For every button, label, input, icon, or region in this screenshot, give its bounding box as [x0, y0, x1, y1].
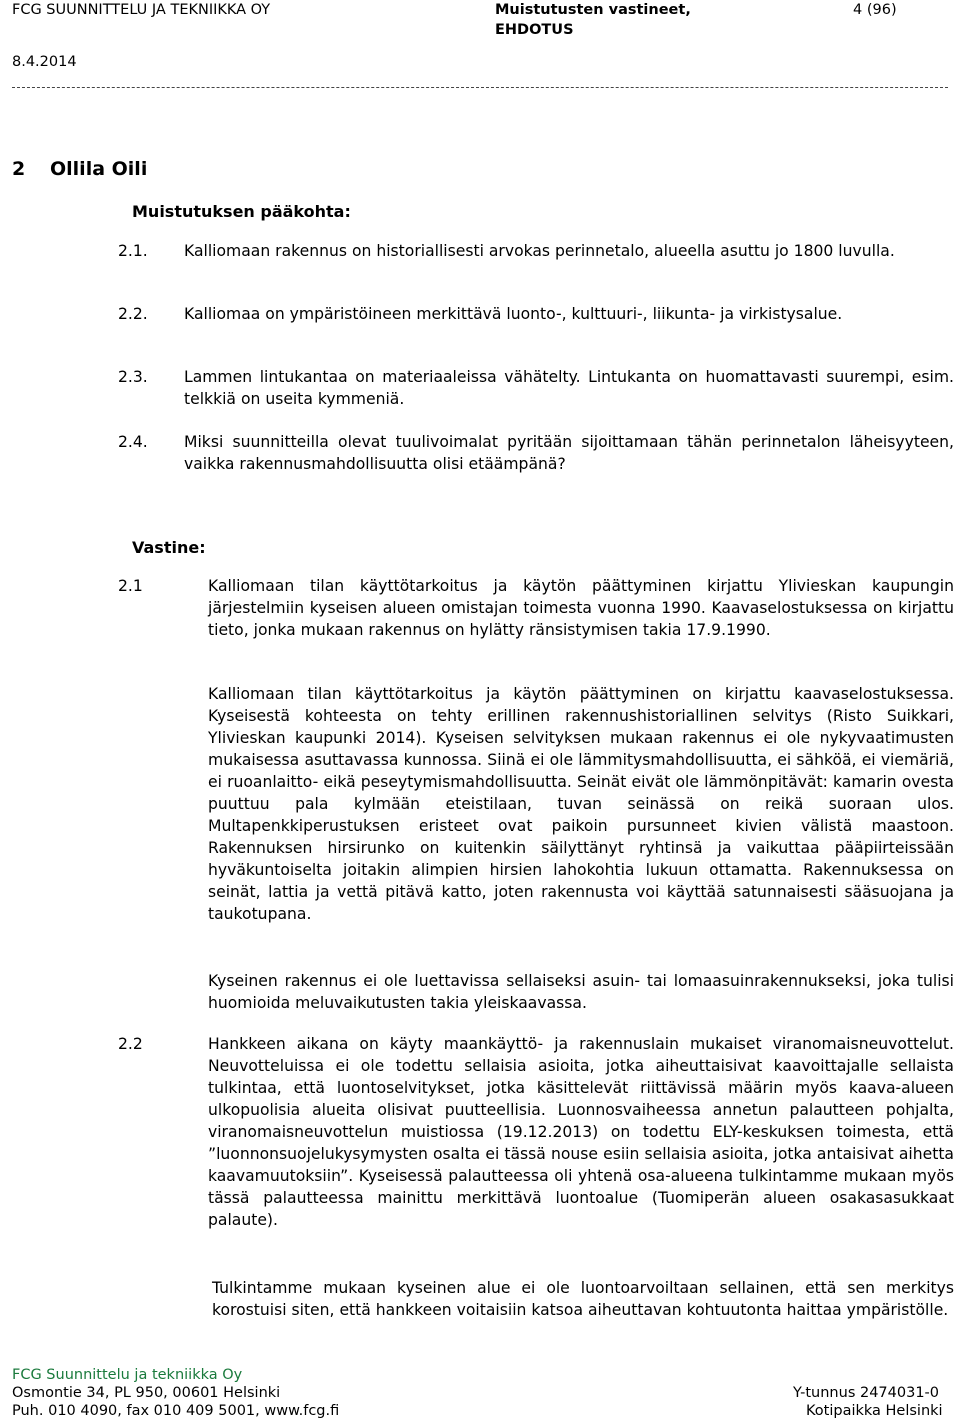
header-title-line1: Muistutusten vastineet, [495, 2, 691, 18]
page-number: 4 (96) [853, 2, 897, 18]
header-title [495, 0, 691, 40]
header-date: 8.4.2014 [12, 54, 77, 70]
point-number: 2.4. [118, 433, 148, 451]
response-paragraph: Hankkeen aikana on käyty maankäyttö- ja rakennuslain mukaiset viranomaisneuvottelut. Neuvotteluissa ei ole todettu sellaisia asioita, jotka aiheuttaisivat kaavoittajalle sellaista tulkintaa, että luontoselvitykset, jotka käsittelevät riittävissä määrin myös kaava-alueen ulkopuolisia alueita olisivat puutteellisia. Luonnosvaiheessa annetun palautteen pohjalta, viranomaisneuvottelun muistiossa (19.12.2013) on todettu ELY-keskuksen toimesta, että ”luonnonsuojelukysymysten osalta ei tässä nouse esiin sellaisia asioita, jotka antaisivat aihetta kaavamuutoksiin”. Kyseisessä palautteessa oli yhtenä osa-alueena tulkintamme mukaan myös tässä palautteessa mainittu merkittävä luontoalue (Tuomiperän alueen osakasasukkaat palaute). [208, 1035, 954, 1229]
point-text: Lammen lintukantaa on materiaaleissa vähätelty. Lintukanta on huomattavasti suurempi, esim. telkkiä on useita kymmeniä. [184, 368, 954, 408]
point-text: Kalliomaan rakennus on historiallisesti arvokas perinnetalo, alueella asuttu jo 1800 luvulla. [184, 242, 895, 260]
response-number: 2.2 [118, 1035, 143, 1053]
response-heading: Vastine: [132, 538, 206, 557]
response-paragraph: Kalliomaan tilan käyttötarkoitus ja käytön päättyminen on kirjattu kaavaselostuksessa. Kyseisestä kohteesta on tehty erillinen rakennushistoriallinen selvitys (Risto Suikkari, Ylivieskan kaupunki 2014). Kyseisen selvityksen mukaan rakennus ei ole nykyvaatimusten mukaisessa asuttavassa kunnossa. Siinä ei ole lämmitysmahdollisuutta, ei sähköä, ei viemäriä, ei ruoanlaitto- eikä peseytymismahdollisuutta. Seinät eivät ole lämmönpitävät: kamarin ovesta puuttuu pala kylmään eteistilaan, tuvan seinässä on reikä suoraan ulos. Multapenkkiperustuksen eristeet ovat paikoin pursunneet kivien välistä maastoon. Rakennuksen hirsirunko on kuitenkin säilyttänyt ryhtinsä ja vaikuttaa pääpiirteissään hyväkuntoiselta joitakin alimpien hirsien lahokohtia lukuun ottamatta. Rakennuksessa on seinät, lattia ja vettä pitävä katto, joten rakennusta voi käyttää satunnaisesti sääsuojana ja taukotupana. [208, 685, 954, 923]
footer-domicile: Kotipaikka Helsinki [806, 1403, 943, 1419]
point-number: 2.3. [118, 368, 148, 386]
footer-address: Osmontie 34, PL 950, 00601 Helsinki [12, 1385, 281, 1401]
header-company: FCG SUUNNITTELU JA TEKNIIKKA OY [12, 2, 271, 18]
section-number: 2 [12, 158, 26, 180]
point-number: 2.1. [118, 242, 148, 260]
point-number: 2.2. [118, 305, 148, 323]
header-divider [12, 87, 948, 88]
response-paragraph: Kalliomaan tilan käyttötarkoitus ja käytön päättyminen kirjattu Ylivieskan kaupungin järjestelmiin kyseisen alueen omistajan toimesta vuonna 1990. Kaavaselostuksessa on kirjattu tieto, jonka mukaan rakennus on hylätty ränsistymisen takia 17.9.1990. [208, 577, 954, 639]
response-number: 2.1 [118, 577, 143, 595]
main-point-heading: Muistutuksen pääkohta: [132, 202, 351, 221]
footer-company: FCG Suunnittelu ja tekniikka Oy [12, 1367, 243, 1383]
footer-contact: Puh. 010 4090, fax 010 409 5001, www.fcg.fi [12, 1403, 340, 1419]
footer-business-id: Y-tunnus 2474031-0 [793, 1385, 940, 1401]
header-title-line2: EHDOTUS [495, 22, 574, 38]
point-text: Miksi suunnitteilla olevat tuulivoimalat pyritään sijoittamaan tähän perinnetalon läheisyyteen, vaikka rakennusmahdollisuutta olisi etäämpänä? [184, 433, 954, 473]
response-paragraph: Kyseinen rakennus ei ole luettavissa sellaiseksi asuin- tai lomaasuinrakennukseksi, joka tulisi huomioida meluvaikutusten takia yleiskaavassa. [208, 972, 954, 1012]
section-title: Ollila Oili [50, 158, 148, 180]
point-text: Kalliomaa on ympäristöineen merkittävä luonto-, kulttuuri-, liikunta- ja virkistysalue. [184, 305, 843, 323]
response-paragraph: Tulkintamme mukaan kyseinen alue ei ole luontoarvoiltaan sellainen, että sen merkitys korostuisi siten, että hankkeen voitaisiin katsoa aiheuttavan kohtuutonta haittaa ympäristölle. [212, 1279, 954, 1319]
